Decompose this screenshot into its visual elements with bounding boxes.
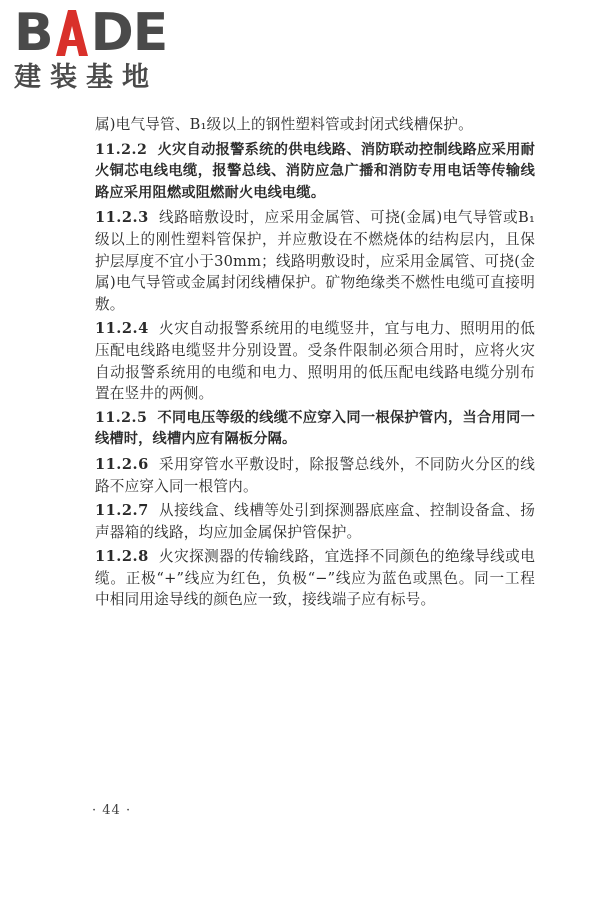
document-body bbox=[95, 114, 535, 614]
clause-paragraph bbox=[95, 140, 535, 205]
clause-text: 线路暗敷设时，应采用金属管、可挠(金属)电气导管或B₁级以上的刚性塑料管保护，并应敷设在不燃烧体的结构层内，且保护层厚度不宜小于30mm；线路明敷设时，应采用金属管、可挠(金属)电气导管或金属封闭线槽保护。矿物绝缘类不燃性电缆可直接明敷。 bbox=[95, 209, 535, 313]
bade-logo bbox=[14, 3, 184, 94]
clause-text: 火灾探测器的传输线路，宜选择不同颜色的绝缘导线或电缆。正极“+”线应为红色，负极“−”线应为蓝色或黑色。同一工程中相同用途导线的颜色应一致，接线端子应有标号。 bbox=[95, 548, 535, 609]
clause-number: 11.2.7 bbox=[95, 502, 149, 520]
clause-number: 11.2.8 bbox=[95, 548, 149, 566]
clause-text: 火灾自动报警系统的供电线路、消防联动控制线路应采用耐火铜芯电线电缆，报警总线、消防应急广播和消防专用电话等传输线路应采用阻燃或阻燃耐火电线电缆。 bbox=[95, 141, 535, 201]
clause-paragraph bbox=[95, 546, 535, 611]
clause-number: 11.2.2 bbox=[95, 141, 148, 158]
clause-paragraph bbox=[95, 454, 535, 497]
clause-text: 采用穿管水平敷设时，除报警总线外，不同防火分区的线路不应穿入同一根管内。 bbox=[95, 455, 535, 495]
clause-text: 不同电压等级的线缆不应穿入同一根保护管内，当合用同一线槽时，线槽内应有隔板分隔。 bbox=[95, 409, 535, 448]
logo-letter-b: B bbox=[14, 3, 53, 63]
logo-accent-a bbox=[54, 10, 90, 56]
logo-a-shape-icon bbox=[54, 10, 90, 56]
clause-text: 火灾自动报警系统用的电缆竖井，宜与电力、照明用的低压配电线路电缆竖井分别设置。受条件限制必须合用时，应将火灾自动报警系统用的电缆和电力、照明用的低压配电线路电缆分别布置在竖井的两侧。 bbox=[95, 320, 535, 403]
clause-number: 11.2.4 bbox=[95, 320, 149, 338]
clause-paragraph bbox=[95, 114, 535, 136]
clause-paragraph bbox=[95, 207, 535, 315]
logo-subtitle: 建装基地 bbox=[14, 62, 158, 93]
clause-paragraph bbox=[95, 318, 535, 404]
clause-number: 11.2.3 bbox=[95, 209, 149, 227]
clause-number: 11.2.6 bbox=[95, 455, 149, 473]
logo-wordmark bbox=[14, 3, 184, 63]
logo-letters-de: DE bbox=[90, 3, 168, 63]
clause-text: 从接线盒、线槽等处引到探测器底座盒、控制设备盒、扬声器箱的线路，均应加金属保护管保护。 bbox=[95, 502, 535, 541]
clause-paragraph bbox=[95, 500, 535, 543]
clause-number: 11.2.5 bbox=[95, 409, 148, 426]
clause-text: 属)电气导管、B₁级以上的钢性塑料管或封闭式线槽保护。 bbox=[95, 116, 473, 133]
page-number: · 44 · bbox=[92, 803, 132, 818]
clause-paragraph bbox=[95, 408, 535, 451]
